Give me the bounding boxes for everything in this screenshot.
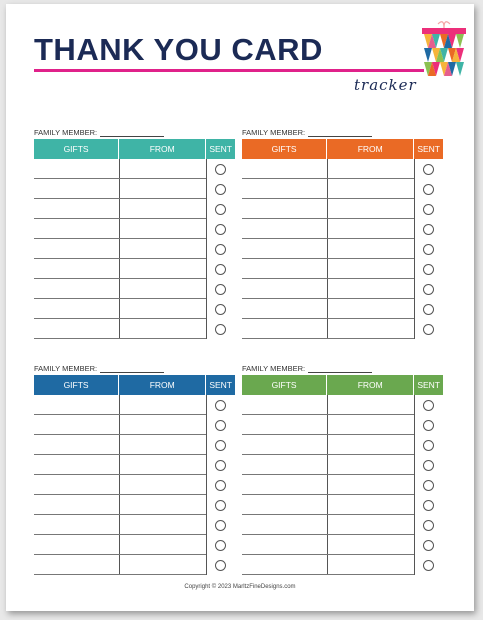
row-line [34, 258, 206, 259]
row-line [34, 218, 206, 219]
row-line [242, 414, 414, 415]
row-line [34, 534, 206, 535]
sent-checkbox[interactable] [215, 204, 226, 215]
title-rule [34, 69, 424, 72]
sent-checkbox[interactable] [215, 164, 226, 175]
sent-checkbox[interactable] [423, 304, 434, 315]
row-line [34, 474, 206, 475]
sent-checkbox[interactable] [215, 224, 226, 235]
col-gifts: GIFTS [34, 375, 119, 395]
col-gifts: GIFTS [242, 139, 327, 159]
row-line [34, 574, 206, 575]
tracker-block-4 [242, 364, 443, 576]
col-from: FROM [119, 375, 206, 395]
row-line [242, 278, 414, 279]
family-member-label: FAMILY MEMBER: [242, 364, 306, 373]
sent-checkbox[interactable] [423, 204, 434, 215]
sent-checkbox[interactable] [215, 264, 226, 275]
row-line [242, 554, 414, 555]
sent-checkbox[interactable] [215, 560, 226, 571]
row-line [242, 574, 414, 575]
row-line [34, 554, 206, 555]
col-from: FROM [327, 375, 414, 395]
row-line [34, 338, 206, 339]
sent-checkbox[interactable] [423, 224, 434, 235]
col-sent: SENT [209, 380, 232, 390]
sent-checkbox[interactable] [423, 420, 434, 431]
row-line [242, 198, 414, 199]
row-line [242, 454, 414, 455]
sent-checkbox[interactable] [215, 460, 226, 471]
row-line [242, 338, 414, 339]
row-line [34, 514, 206, 515]
family-member-field[interactable] [34, 364, 164, 373]
row-line [242, 298, 414, 299]
sent-checkbox[interactable] [215, 284, 226, 295]
sent-checkbox[interactable] [215, 184, 226, 195]
table-rows [242, 159, 443, 339]
row-line [34, 278, 206, 279]
table-rows [34, 395, 235, 575]
family-member-label: FAMILY MEMBER: [242, 128, 306, 137]
sent-checkbox[interactable] [215, 244, 226, 255]
col-from: FROM [327, 139, 414, 159]
sent-checkbox[interactable] [215, 480, 226, 491]
sent-checkbox[interactable] [215, 540, 226, 551]
row-line [242, 494, 414, 495]
tracker-block-1 [34, 128, 235, 340]
sent-checkbox[interactable] [215, 520, 226, 531]
tracker-block-2 [242, 128, 443, 340]
row-line [34, 414, 206, 415]
sent-checkbox[interactable] [423, 284, 434, 295]
table-header [34, 375, 235, 395]
sent-checkbox[interactable] [423, 480, 434, 491]
row-line [34, 434, 206, 435]
table-rows [34, 159, 235, 339]
col-gifts: GIFTS [242, 375, 327, 395]
row-line [242, 474, 414, 475]
col-sent: SENT [417, 380, 440, 390]
row-line [34, 178, 206, 179]
sent-checkbox[interactable] [423, 164, 434, 175]
family-member-label: FAMILY MEMBER: [34, 128, 98, 137]
sent-checkbox[interactable] [215, 440, 226, 451]
row-line [34, 198, 206, 199]
sent-checkbox[interactable] [423, 520, 434, 531]
tracker-block-3 [34, 364, 235, 576]
page-title: THANK YOU CARD [34, 32, 323, 67]
sent-checkbox[interactable] [215, 420, 226, 431]
col-from: FROM [119, 139, 206, 159]
row-line [242, 534, 414, 535]
row-line [242, 318, 414, 319]
table-header [242, 375, 443, 395]
copyright-footer: Copyright © 2023 MarltzFineDesigns.com [184, 584, 296, 590]
row-line [242, 514, 414, 515]
row-line [242, 258, 414, 259]
page-subtitle: tracker [354, 76, 417, 94]
row-line [34, 318, 206, 319]
sent-checkbox[interactable] [423, 540, 434, 551]
sent-checkbox[interactable] [215, 304, 226, 315]
table-rows [242, 395, 443, 575]
sent-checkbox[interactable] [423, 264, 434, 275]
sent-checkbox[interactable] [423, 324, 434, 335]
row-line [34, 298, 206, 299]
col-gifts: GIFTS [34, 139, 119, 159]
row-line [34, 494, 206, 495]
sent-checkbox[interactable] [423, 244, 434, 255]
family-member-field[interactable] [242, 364, 372, 373]
col-sent: SENT [417, 144, 440, 154]
family-member-label: FAMILY MEMBER: [34, 364, 98, 373]
table-header [34, 139, 235, 159]
sent-checkbox[interactable] [423, 440, 434, 451]
family-member-field[interactable] [34, 128, 164, 137]
row-line [34, 454, 206, 455]
row-line [242, 434, 414, 435]
col-sent: SENT [209, 144, 232, 154]
sent-checkbox[interactable] [423, 560, 434, 571]
gift-box-icon [420, 18, 468, 88]
tracker-sheet [6, 4, 474, 611]
row-line [242, 218, 414, 219]
sent-checkbox[interactable] [215, 400, 226, 411]
sent-checkbox[interactable] [423, 460, 434, 471]
sent-checkbox[interactable] [423, 500, 434, 511]
family-member-field[interactable] [242, 128, 372, 137]
table-header [242, 139, 443, 159]
row-line [242, 238, 414, 239]
sent-checkbox[interactable] [215, 500, 226, 511]
sent-checkbox[interactable] [423, 400, 434, 411]
row-line [34, 238, 206, 239]
row-line [242, 178, 414, 179]
sent-checkbox[interactable] [215, 324, 226, 335]
sent-checkbox[interactable] [423, 184, 434, 195]
